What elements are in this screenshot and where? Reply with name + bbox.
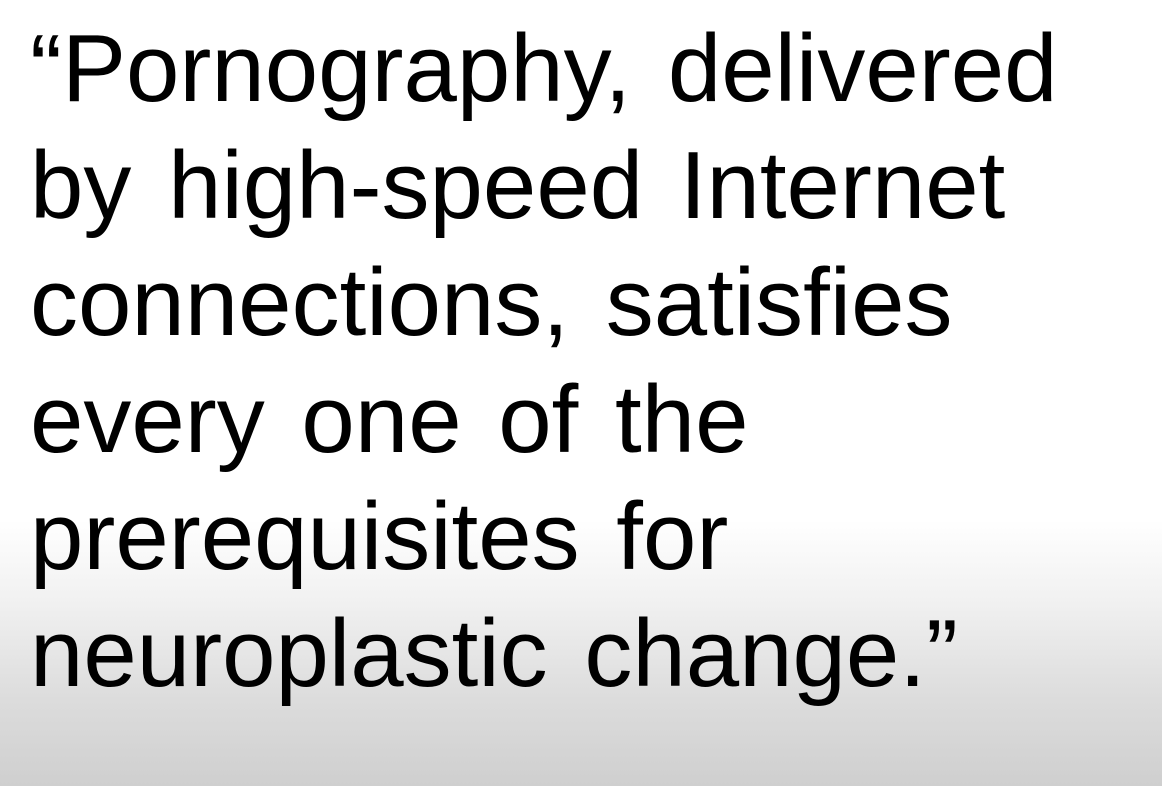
quote-line: connections, satisfies — [30, 249, 953, 356]
quote-line: “Pornography, delivered — [30, 15, 1058, 122]
quote-line: neuroplastic change.” — [30, 600, 958, 707]
quote-line: every one of the — [30, 366, 749, 473]
quote-line: prerequisites for — [30, 483, 729, 590]
quote-line: by high-speed Internet — [30, 132, 1006, 239]
quote-text — [30, 10, 1057, 712]
